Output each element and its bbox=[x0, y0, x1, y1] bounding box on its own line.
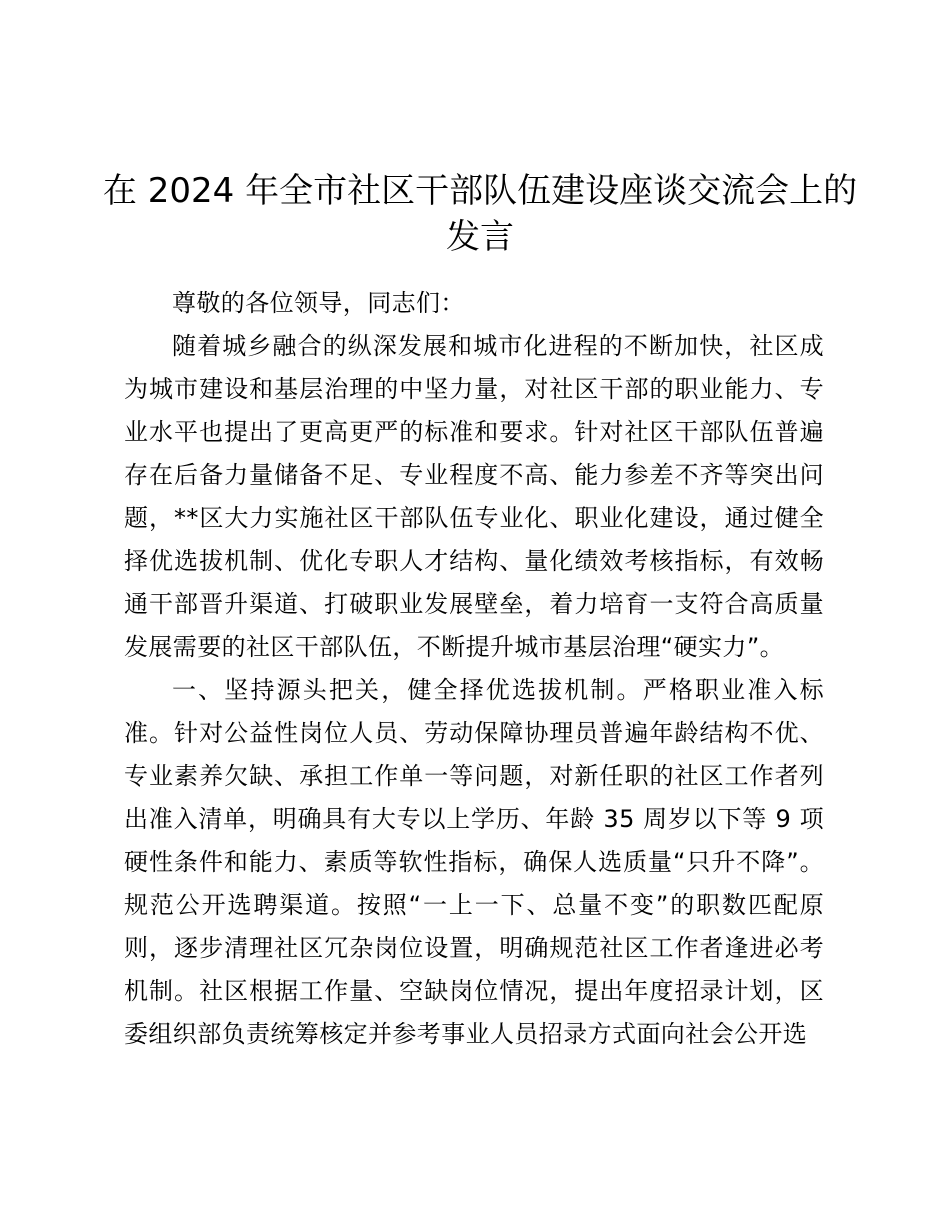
document-title: 在 2024 年全市社区干部队伍建设座谈交流会上的发言 bbox=[102, 171, 858, 257]
document-body bbox=[124, 282, 824, 1056]
paragraph-intro: 随着城乡融合的纵深发展和城市化进程的不断加快，社区成为城市建设和基层治理的中坚力量，对社区干部的职业能力、专业水平也提出了更高更严的标准和要求。针对社区干部队伍普遍存在后备力量储备不足、专业程度不高、能力参差不齐等突出问题，**区大力实施社区干部队伍专业化、职业化建设，通过健全择优选拔机制、优化专职人才结构、量化绩效考核指标，有效畅通干部晋升渠道、打破职业发展壁垒，着力培育一支符合高质量发展需要的社区干部队伍，不断提升城市基层治理“硬实力”。 bbox=[124, 332, 824, 661]
paragraph-section-one: 一、坚持源头把关，健全择优选拔机制。严格职业准入标准。针对公益性岗位人员、劳动保障协理员普遍年龄结构不优、专业素养欠缺、承担工作单一等问题，对新任职的社区工作者列出准入清单，明确具有大专以上学历、年龄 35 周岁以下等 9 项硬性条件和能力、素质等软性指标，确保人选质量“只升不降”。规范公开选聘渠道。按照“一上一下、总量不变”的职数匹配原则，逐步清理社区冗杂岗位设置，明确规范社区工作者逢进必考机制。社区根据工作量、空缺岗位情况，提出年度招录计划，区委组织部负责统筹核定并参考事业人员招录方式面向社会公开选 bbox=[124, 676, 824, 1048]
salutation: 尊敬的各位领导，同志们： bbox=[172, 289, 465, 317]
